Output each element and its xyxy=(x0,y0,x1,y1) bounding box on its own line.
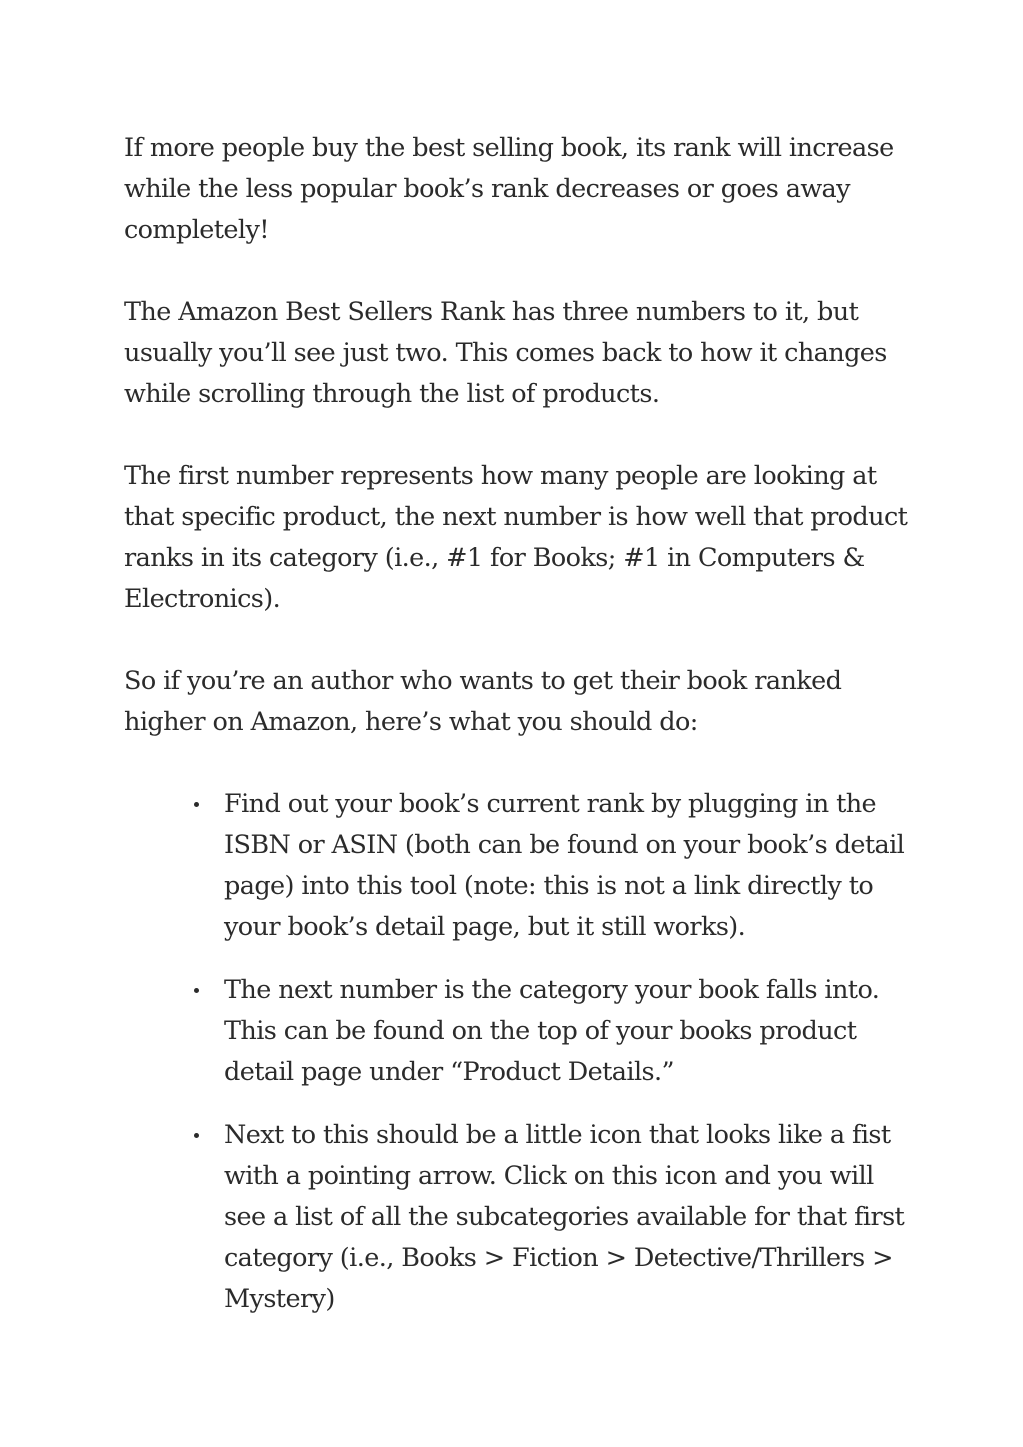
list-item xyxy=(224,784,914,948)
paragraph-first-number: The first number represents how many people are looking at that specific product, the next number is how well that product ranks in its category (i.e., #1 for Books; #1 in Computers & Electronics). xyxy=(124,461,908,614)
paragraph-author-advice: So if you’re an author who wants to get their book ranked higher on Amazon, here’s what you should do: xyxy=(124,666,842,737)
bullet-icon xyxy=(194,802,199,807)
list-item xyxy=(224,1115,914,1320)
list-item-text: Find out your book’s current rank by plugging in the ISBN or ASIN (both can be found on your book’s detail page) into this tool (note: this is not a link directly to your book’s detail page, but it still works). xyxy=(224,789,905,942)
list-item-text: The next number is the category your book falls into. This can be found on the top of your books product detail page under “Product Details.” xyxy=(224,975,880,1087)
document-page xyxy=(124,128,914,1342)
bullet-icon xyxy=(194,1133,199,1138)
paragraph-three-numbers: The Amazon Best Sellers Rank has three numbers to it, but usually you’ll see just two. This comes back to how it changes while scrolling through the list of products. xyxy=(124,297,887,409)
list-item-text: Next to this should be a little icon that looks like a fist with a pointing arrow. Click on this icon and you will see a list of all the subcategories available for that first category (i.e., Books > Fiction > Detective/Thrillers > Mystery) xyxy=(224,1120,905,1314)
bullet-icon xyxy=(194,988,199,993)
paragraph-rank-change: If more people buy the best selling book, its rank will increase while the less popular book’s rank decreases or goes away completely! xyxy=(124,133,894,245)
list-item xyxy=(224,970,914,1093)
steps-list xyxy=(124,784,914,1320)
